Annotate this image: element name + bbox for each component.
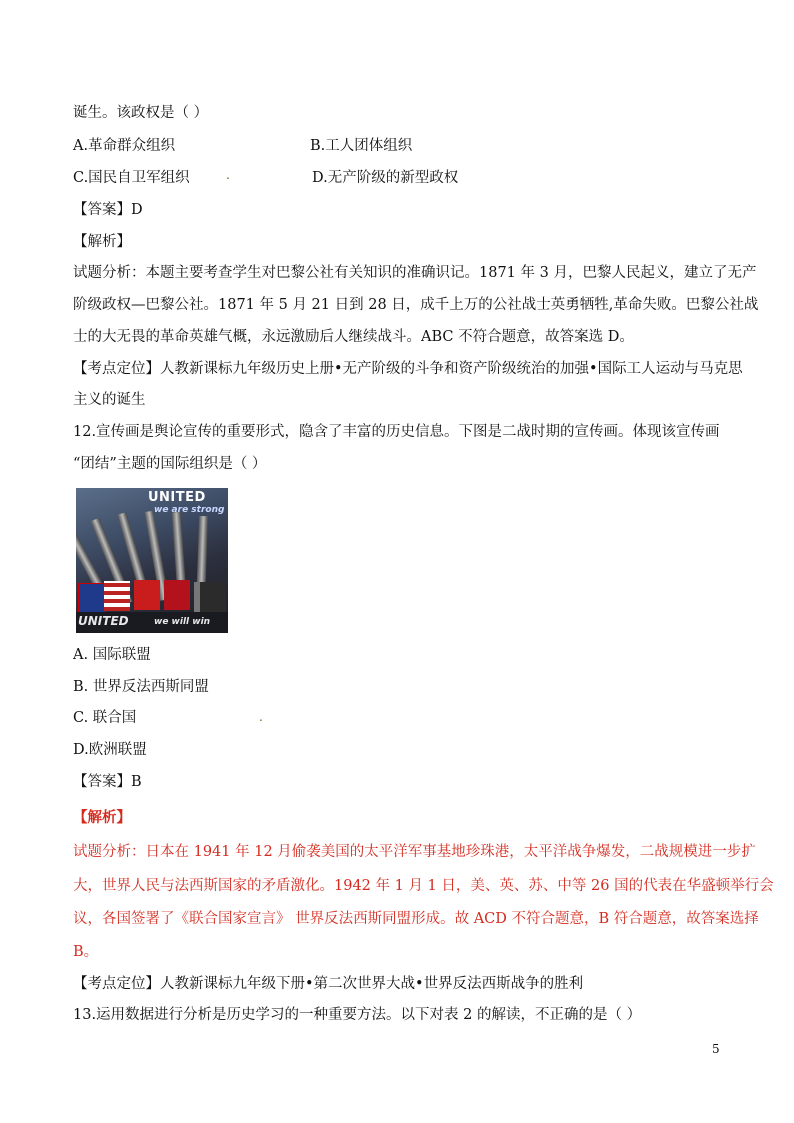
q12-analysis-line: B。	[73, 944, 99, 960]
q12-option-a: A. 国际联盟	[73, 647, 151, 663]
q12-kaodian: 【考点定位】人教新课标九年级下册•第二次世界大战•世界反法西斯战争的胜利	[73, 976, 584, 992]
q12-analysis-line: 试题分析：日本在 1941 年 12 月偷袭美国的太平洋军事基地珍珠港，太平洋战争爆发，二战规模进一步扩	[73, 844, 756, 860]
q11-option-d: D.无产阶级的新型政权	[312, 170, 459, 186]
poster-bottom-sub: we will win	[154, 617, 211, 627]
q11-analysis-heading: 【解析】	[73, 234, 131, 250]
q11-kaodian-line: 【考点定位】人教新课标九年级历史上册•无产阶级的斗争和资产阶级统治的加强•国际工人运动与马克思	[73, 361, 743, 377]
q11-option-a: A.革命群众组织	[73, 138, 176, 154]
q11-kaodian-line: 主义的诞生	[73, 392, 146, 408]
q12-analysis-line: 大，世界人民与法西斯国家的矛盾激化。1942 年 1 月 1 日，美、英、苏、中等 26 国的代表在华盛顿举行会	[73, 878, 774, 894]
q12-option-c: C. 联合国	[73, 710, 137, 726]
q11-analysis-line: 阶级政权—巴黎公社。1871 年 5 月 21 日到 28 日，成千上万的公社战士英勇牺牲,革命失败。巴黎公社战	[73, 297, 759, 313]
q11-answer: 【答案】D	[73, 202, 143, 218]
stray-dot: .	[259, 710, 263, 724]
q13-stem: 13.运用数据进行分析是历史学习的一种重要方法。以下对表 2 的解读，不正确的是（ ）	[73, 1007, 642, 1023]
ussr-flag-icon	[164, 580, 190, 610]
q11-stem-tail: 诞生。该政权是（ ）	[73, 105, 209, 121]
q12-stem-line: “团结”主题的国际组织是（ ）	[73, 456, 267, 472]
us-flag-icon	[104, 581, 130, 611]
page-number: 5	[712, 1042, 720, 1056]
poster-top-text: UNITED	[148, 490, 206, 505]
propaganda-poster	[76, 488, 228, 633]
uk-flag-icon	[78, 583, 106, 615]
poster-sub-text: we are strong	[154, 505, 225, 515]
flag-icon	[194, 582, 226, 612]
q11-option-c: C.国民自卫军组织	[73, 170, 190, 186]
q11-analysis-line: 士的大无畏的革命英雄气概，永远激励后人继续战斗。ABC 不符合题意，故答案选 D。	[73, 329, 634, 345]
q11-analysis-line: 试题分析：本题主要考查学生对巴黎公社有关知识的准确识记。1871 年 3 月，巴黎人民起义，建立了无产	[73, 265, 757, 281]
q12-answer: 【答案】B	[73, 774, 142, 790]
q12-analysis-heading: 【解析】	[73, 809, 131, 826]
china-flag-icon	[134, 580, 160, 610]
stray-dot: .	[226, 168, 230, 182]
q11-option-b: B.工人团体组织	[310, 138, 413, 154]
poster-bottom-text: UNITED	[78, 614, 129, 628]
q12-option-b: B. 世界反法西斯同盟	[73, 679, 209, 695]
q12-stem-line: 12.宣传画是舆论宣传的重要形式，隐含了丰富的历史信息。下图是二战时期的宣传画。体现该宣传画	[73, 424, 720, 440]
q12-option-d: D.欧洲联盟	[73, 742, 147, 758]
q12-analysis-line: 议，各国签署了《联合国家宣言》 世界反法西斯同盟形成。故 ACD 不符合题意，B 符合题意，故答案选择	[73, 911, 759, 927]
